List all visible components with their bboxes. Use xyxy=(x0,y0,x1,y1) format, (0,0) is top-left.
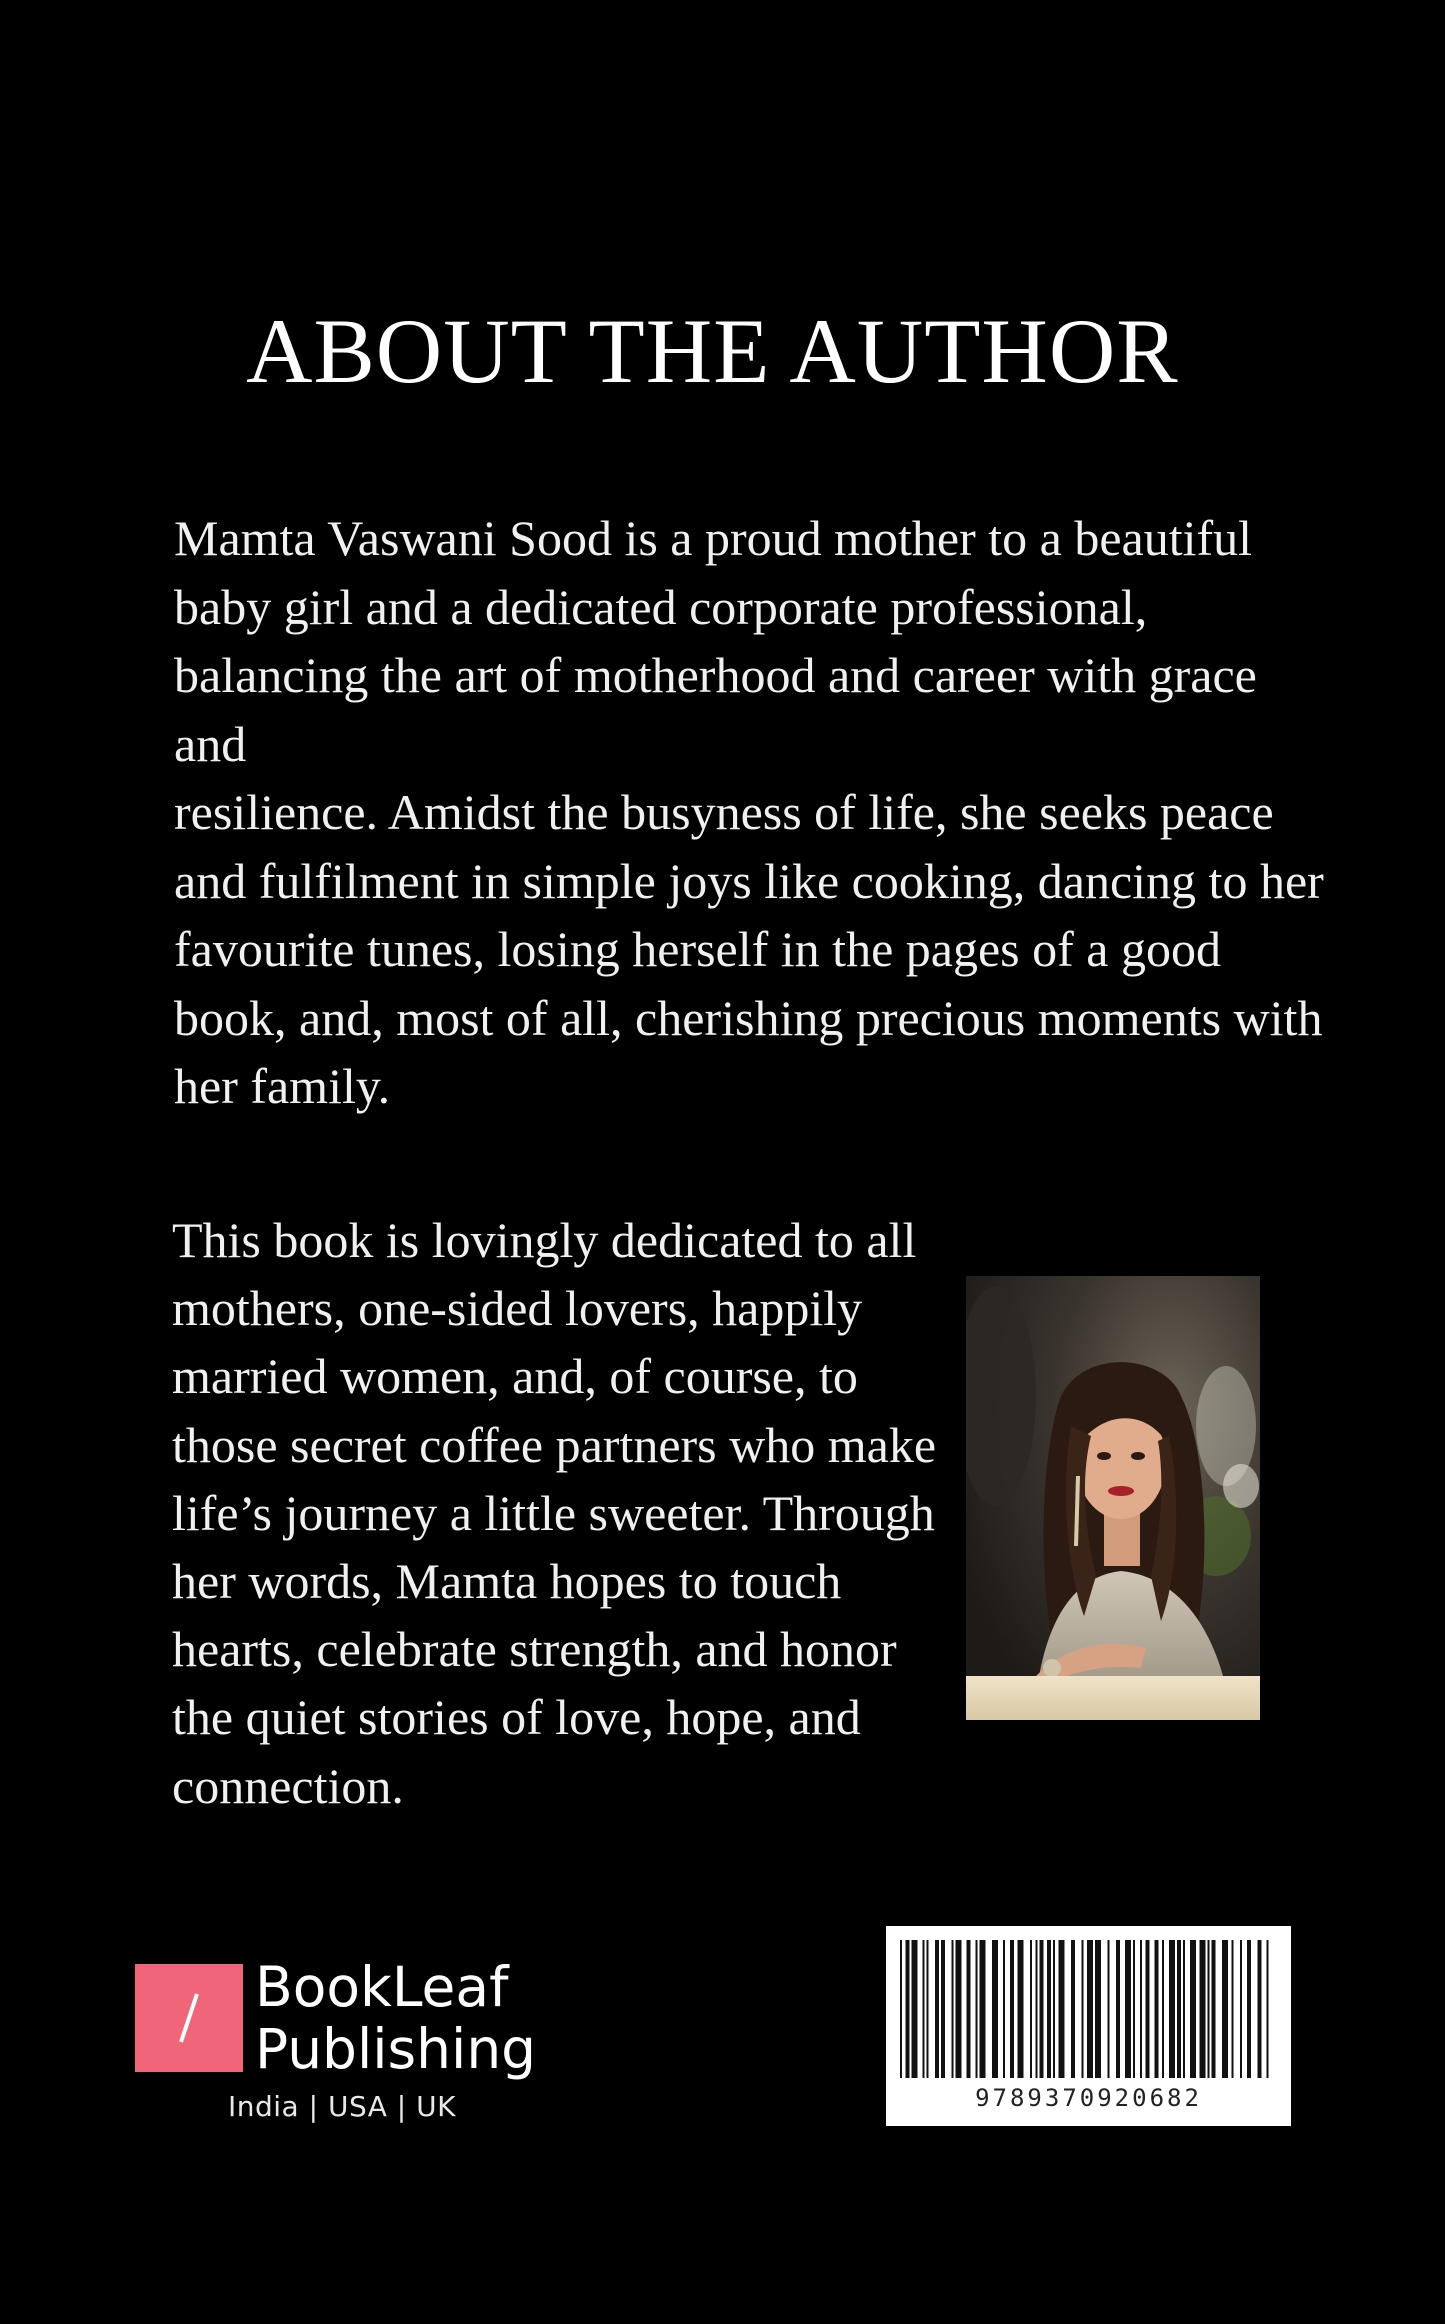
barcode-bar xyxy=(927,1940,929,2078)
barcode-bar xyxy=(992,1940,998,2078)
barcode-bar xyxy=(1190,1940,1196,2078)
isbn-barcode xyxy=(886,1926,1291,2126)
barcode-bar xyxy=(1133,1940,1135,2078)
barcode-bar xyxy=(1212,1940,1216,2078)
barcode-bar xyxy=(1082,1940,1084,2078)
publisher-name-line1: BookLeaf xyxy=(255,1955,509,2019)
barcode-bar xyxy=(1232,1940,1234,2078)
barcode-bar xyxy=(1208,1940,1210,2078)
barcode-bar xyxy=(1053,1940,1055,2078)
barcode-bar xyxy=(1108,1940,1110,2078)
barcode-bar xyxy=(1177,1940,1181,2078)
barcode-bar xyxy=(1183,1940,1185,2078)
barcode-bar xyxy=(923,1940,925,2078)
barcode-bar xyxy=(912,1940,918,2078)
barcode-bar xyxy=(1258,1940,1262,2078)
barcode-bar xyxy=(1040,1940,1044,2078)
barcode-bar xyxy=(1003,1940,1005,2078)
barcode-bar xyxy=(1240,1940,1242,2078)
section-title: ABOUT THE AUTHOR xyxy=(246,300,1179,402)
barcode-bar xyxy=(1146,1940,1150,2078)
barcode-bar xyxy=(1036,1940,1038,2078)
barcode-bar xyxy=(1162,1940,1164,2078)
barcode-bar xyxy=(1059,1940,1065,2078)
publisher-regions: India | USA | UK xyxy=(228,2090,456,2123)
barcode-bar xyxy=(1116,1940,1120,2078)
barcode-bar xyxy=(1071,1940,1075,2078)
publisher-name xyxy=(255,1956,536,2080)
barcode-bar xyxy=(906,1940,910,2078)
author-bio: Mamta Vaswani Sood is a proud mother to a beautiful baby girl and a dedicated corporate professional, balancing the art of motherhood and career with grace and resilience. Amidst the busyness of life, she seeks peace and fulfilment in simple joys like cooking, dancing to her favourite tunes, losing herself in the pages of a good book, and, most of all, cherishing precious moments with her family. xyxy=(174,510,1324,1114)
barcode-bar xyxy=(1047,1940,1051,2078)
barcode-bar xyxy=(935,1940,939,2078)
barcode-bar xyxy=(1018,1940,1024,2078)
barcode-bar xyxy=(967,1940,971,2078)
barcode-bar xyxy=(1247,1940,1251,2078)
isbn-number: 9789370920682 xyxy=(975,2084,1202,2112)
publisher-logo-mark xyxy=(135,1964,243,2072)
barcode-bar xyxy=(941,1940,945,2078)
barcode-bar xyxy=(1087,1940,1093,2078)
publisher-logo xyxy=(135,1955,537,2134)
barcode-bar xyxy=(956,1940,962,2078)
publisher-name-line2: Publishing xyxy=(255,2017,537,2081)
barcode-bar xyxy=(1030,1940,1032,2078)
author-photo xyxy=(966,1276,1260,1720)
barcode-bar xyxy=(1125,1940,1131,2078)
dedication-text: This book is lovingly dedicated to all mothers, one-sided lovers, happily married women, and, of course, to those secret coffee partners who make life’s journey a little sweeter. Through her words, Mamta hopes to touch hearts, celebrate strength, and honor the quiet stories of love, hope, and connection. xyxy=(172,1212,937,1814)
barcode-bar xyxy=(980,1940,986,2078)
barcode-bar xyxy=(1140,1940,1142,2078)
barcode-bar xyxy=(1095,1940,1101,2078)
barcode-bar xyxy=(1169,1940,1175,2078)
barcode-bar xyxy=(976,1940,978,2078)
barcode-bar xyxy=(1200,1940,1206,2078)
barcode-bar xyxy=(1010,1940,1014,2078)
barcode-bar xyxy=(900,1940,902,2078)
barcode-bar xyxy=(952,1940,954,2078)
barcode-bar xyxy=(1267,1940,1269,2078)
barcode-bar xyxy=(1222,1940,1228,2078)
barcode-bar xyxy=(1155,1940,1159,2078)
